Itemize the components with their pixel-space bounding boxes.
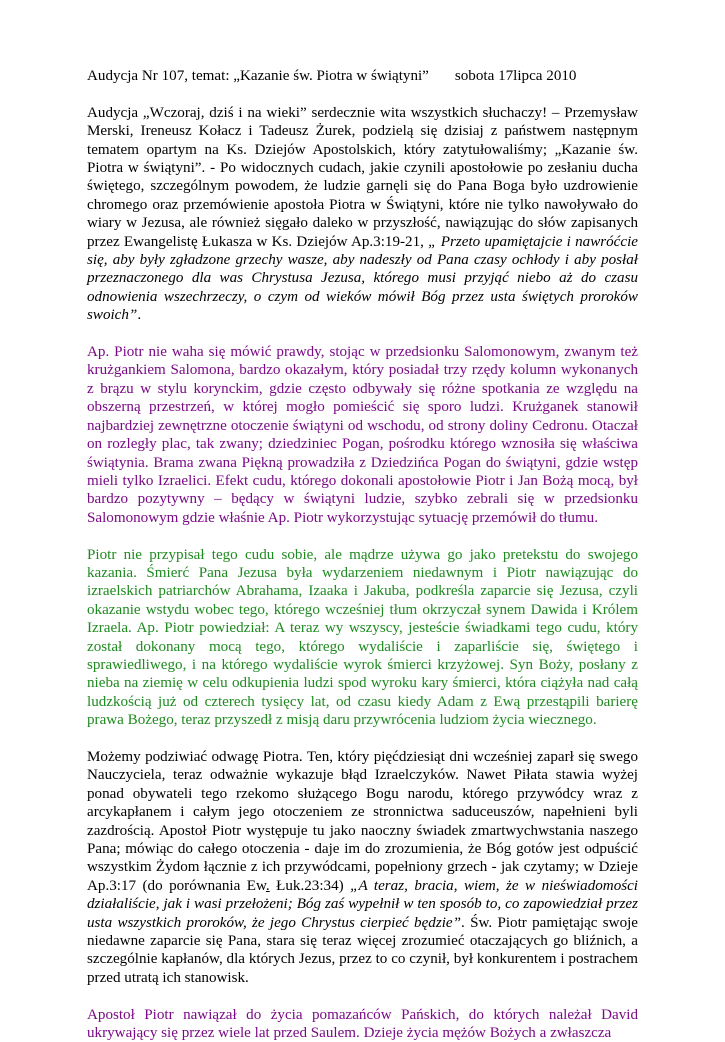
underlined-dot: . (265, 877, 270, 894)
paragraph-peter-courage-rest: . Św. Piotr pamiętając swoje niedawne zaparcie się Pana, stara się teraz więcej zrozumieć otaczających go bliźnich, a szczególnie kapłanów, dla których Jezus, przez to co czynił, był konkurentem i postrachem przed utratą ich stanowisk. (87, 914, 639, 986)
paragraph-intro-text: Audycja „Wczoraj, dziś i na wieki” serdecznie wita wszystkich słuchaczy! – Przemysław Merski, Ireneusz Kołacz i Tadeusz Żurek, podzielą się dzisiaj z państwem następnym tematem opartym na Ks. Dziejów Apostolskich, który zatytułowaliśmy; „Kazanie św. Piotra w świątyni”. - Po widocznych cudach, jakie czynili apostołowie po zesłaniu ducha świętego, szczególnym powodem, że ludzie garnęli się do Pana Boga było uzdrowienie chromego oraz przemówienie apostoła Piotra w Świątyni, które nie tylko nawoływało do wiary w Jezusa, ale również sięgało daleko w przyszłość, nawiązując do słów zapisanych przez Ewangelistę Łukasza w Ks. Dziejów Ap.3:19-21, (87, 104, 638, 250)
document-header (87, 67, 638, 85)
luke-reference: Łuk.23:34) (269, 877, 351, 894)
scripture-quote-acts-3-17: „A teraz, bracia, wiem, że w nieświadomości działaliście, jak i wasi przełożeni; Bóg zaś wypełnił w ten sposób to, co zapowiedział przez usta wszystkich proroków, że jego Chrystus cierpieć będzie” (87, 877, 639, 931)
paragraph-peter-sermon-text: Piotr nie przypisał tego cudu sobie, ale mądrze używa go jako pretekstu do swojego kazania. Śmierć Pana Jezusa była wydarzeniem niedawnym i Piotr nawiązując do izraelskich patriarchów Abrahama, Izaaka i Jakuba, podkreśla zaparcie się Jezusa, czyli okazanie wstydu wobec tego, którego wcześniej tłum okrzyczał synem Dawida i Królem Izraela. Ap. Piotr powiedział: A teraz wy wszyscy, jesteście świadkami tego cudu, który został dokonany mocą tego, którego wydaliście i zaparliście się, świętego i sprawiedliwego, i na którego wydaliście wyrok śmierci krzyżowej. Syn Boży, posłany z nieba na ziemię w celu odkupienia ludzi spod wyroku kary śmierci, która ciążyła nad całą ludzkością już od czterech tysięcy lat, od czasu kiedy Adam z Ewą przestąpili barierę prawa Bożego, teraz przyszedł z misją daru przywrócenia ludziom życia wiecznego. (87, 546, 638, 729)
paragraph-intro-end: . (137, 307, 142, 324)
scripture-quote-acts-3-19: „ Przeto upamiętajcie i nawróćcie się, aby były zgładzone grzechy wasze, aby nadeszły od Pana czasy ochłody i aby posłał przeznaczonego dla was Chrystusa Jezusa, którego musi przyjąć niebo aż do czasu odnowienia wszechrzeczy, o czym od wieków mówił Bóg przez usta świętych proroków swoich” (87, 233, 638, 324)
paragraph-peter-courage (87, 748, 638, 987)
paragraph-peter-courage-text: Możemy podziwiać odwagę Piotra. Ten, który pięćdziesiąt dni wcześniej zaparł się swego Nauczyciela, teraz odważnie wykazuje błąd Izraelczyków. Nawet Piłata stawia wyżej ponad obywateli tego rzekomo służącego Bogu narodu, którego przywódcy wraz z arcykapłanem i całym jego otoczeniem ze stronnictwa saduceuszów, napełnieni byli zazdrością. Apostoł Piotr występuje tu jako naoczny świadek zmartwychwstania naszego Pana; mówiąc do całego otoczenia - daje im do zrozumienia, że Bóg gotów jest odpuścić wszystkim Żydom łącznie z ich przywódcami, popełniony grzech - jak czytamy; w Dzieje Ap.3:17 (do porównania Ew (87, 748, 638, 894)
paragraph-solomon-porch (87, 343, 638, 527)
document-title: Audycja Nr 107, temat: „Kazanie św. Piotra w świątyni” (87, 68, 429, 84)
paragraph-solomon-porch-text: Ap. Piotr nie waha się mówić prawdy, stojąc w przedsionku Salomonowym, zwanym też krużgankiem Salomona, bardzo okazałym, który posiadał trzy rzędy kolumn wykonanych z brązu w stylu korynckim, gdzie często odbywały się różne spotkania ze względu na obszerną przestrzeń, w której mogło pomieścić się sporo ludzi. Krużganek stanowił najbardziej zewnętrzne otoczenie świątyni od wschodu, od strony doliny Cedronu. Otaczał on rozległy plac, tak zwany; dziedziniec Pogan, pośrodku którego wznosiła się właściwa świątynia. Brama zwana Piękną prowadziła z Dziedzińca Pogan do świątyni, gdzie wstęp mieli tylko Izraelici. Efekt cudu, którego dokonali apostołowie Piotr i Jan Bożą mocą, był bardzo pozytywny – będący w świątyni ludzie, szybko zebrali się w przedsionku Salomonowym gdzie właśnie Ap. Piotr wykorzystując sytuację przemówił do tłumu. (87, 344, 638, 526)
document-date: sobota 17lipca 2010 (454, 68, 577, 84)
paragraph-intro (87, 104, 638, 325)
paragraph-peter-sermon (87, 546, 638, 730)
paragraph-anointed-text: Apostoł Piotr nawiązał do życia pomazańców Pańskich, do których należał David ukrywający się przez wiele lat przed Saulem. Dzieje życia mężów Bożych a zwłaszcza (87, 1006, 638, 1042)
